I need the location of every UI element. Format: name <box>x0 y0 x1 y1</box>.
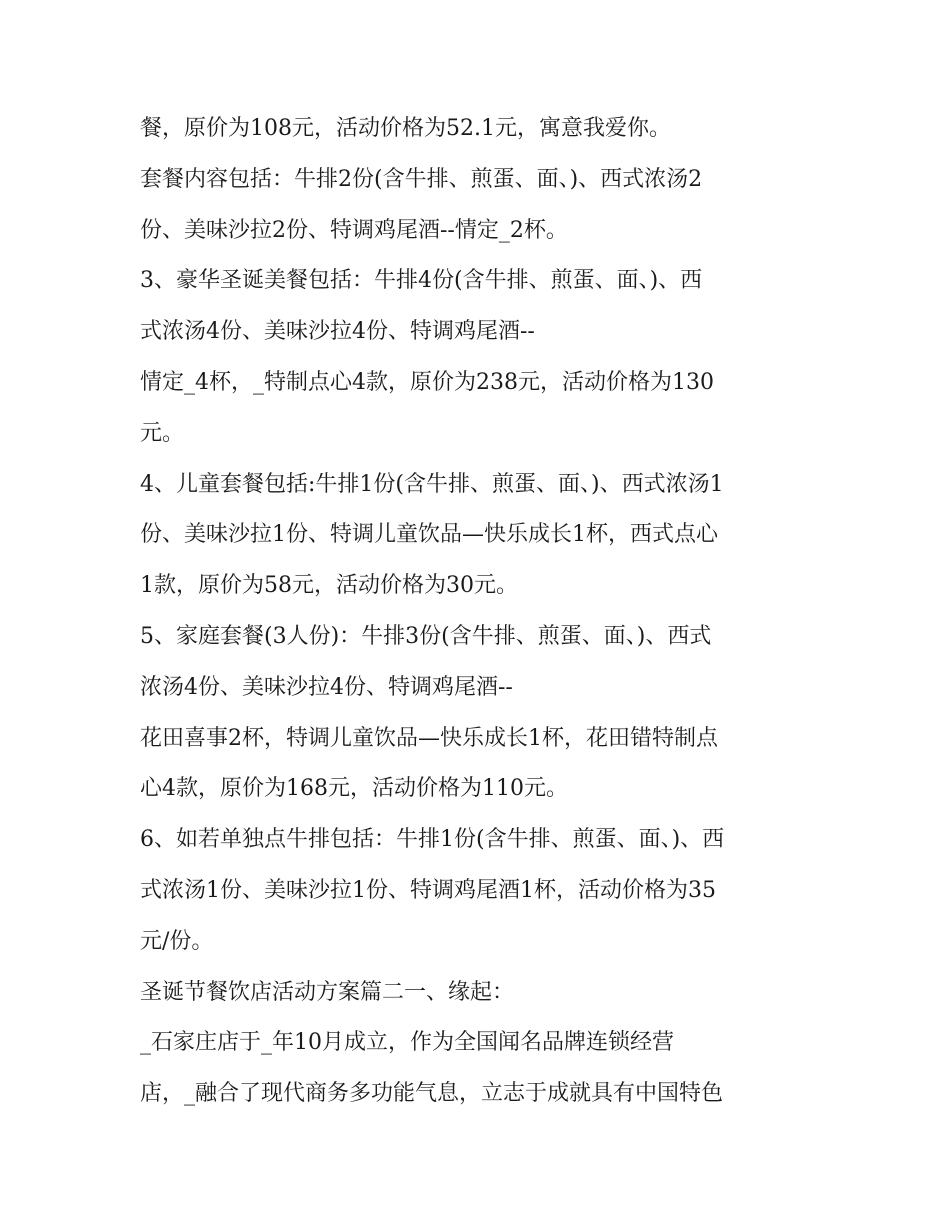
text-line: 5、家庭套餐(3人份)：牛排3份(含牛排、煎蛋、面、)、西式 <box>140 623 712 649</box>
text-line: 份、美味沙拉1份、特调儿童饮品—快乐成长1杯，西式点心 <box>140 522 718 548</box>
text-line: 套餐内容包括：牛排2份(含牛排、煎蛋、面、)、西式浓汤2 <box>140 166 703 192</box>
document-body <box>140 104 820 1120</box>
text-line: 店，_融合了现代商务多功能气息，立志于成就具有中国特色 <box>140 1081 724 1107</box>
text-line: 4、儿童套餐包括:牛排1份(含牛排、煎蛋、面、)、西式浓汤1 <box>140 471 724 497</box>
text-line: 情定_4杯，_特制点心4款，原价为238元，活动价格为130 <box>140 369 714 395</box>
text-line: 心4款，原价为168元，活动价格为110元。 <box>140 776 568 802</box>
text-line: 花田喜事2杯，特调儿童饮品—快乐成长1杯，花田错特制点 <box>140 725 718 751</box>
text-line: 份、美味沙拉2份、特调鸡尾酒--情定_2杯。 <box>140 217 568 243</box>
text-line: 6、如若单独点牛排包括：牛排1份(含牛排、煎蛋、面、)、西 <box>140 827 725 853</box>
text-line: 式浓汤4份、美味沙拉4份、特调鸡尾酒-- <box>140 319 535 345</box>
text-line: 3、豪华圣诞美餐包括：牛排4份(含牛排、煎蛋、面、)、西 <box>140 268 703 294</box>
text-line: 餐，原价为108元，活动价格为52.1元，寓意我爱你。 <box>140 116 671 141</box>
text-line: 1款，原价为58元，活动价格为30元。 <box>140 573 518 599</box>
text-line: 圣诞节餐饮店活动方案篇二一、缘起： <box>140 979 515 1005</box>
text-line: _石家庄店于_年10月成立，作为全国闻名品牌连锁经营 <box>140 1030 674 1056</box>
text-line: 浓汤4份、美味沙拉4份、特调鸡尾酒-- <box>140 674 513 700</box>
text-line: 元。 <box>140 420 185 446</box>
text-line: 元/份。 <box>140 928 214 954</box>
text-line: 式浓汤1份、美味沙拉1份、特调鸡尾酒1杯，活动价格为35 <box>140 877 716 903</box>
